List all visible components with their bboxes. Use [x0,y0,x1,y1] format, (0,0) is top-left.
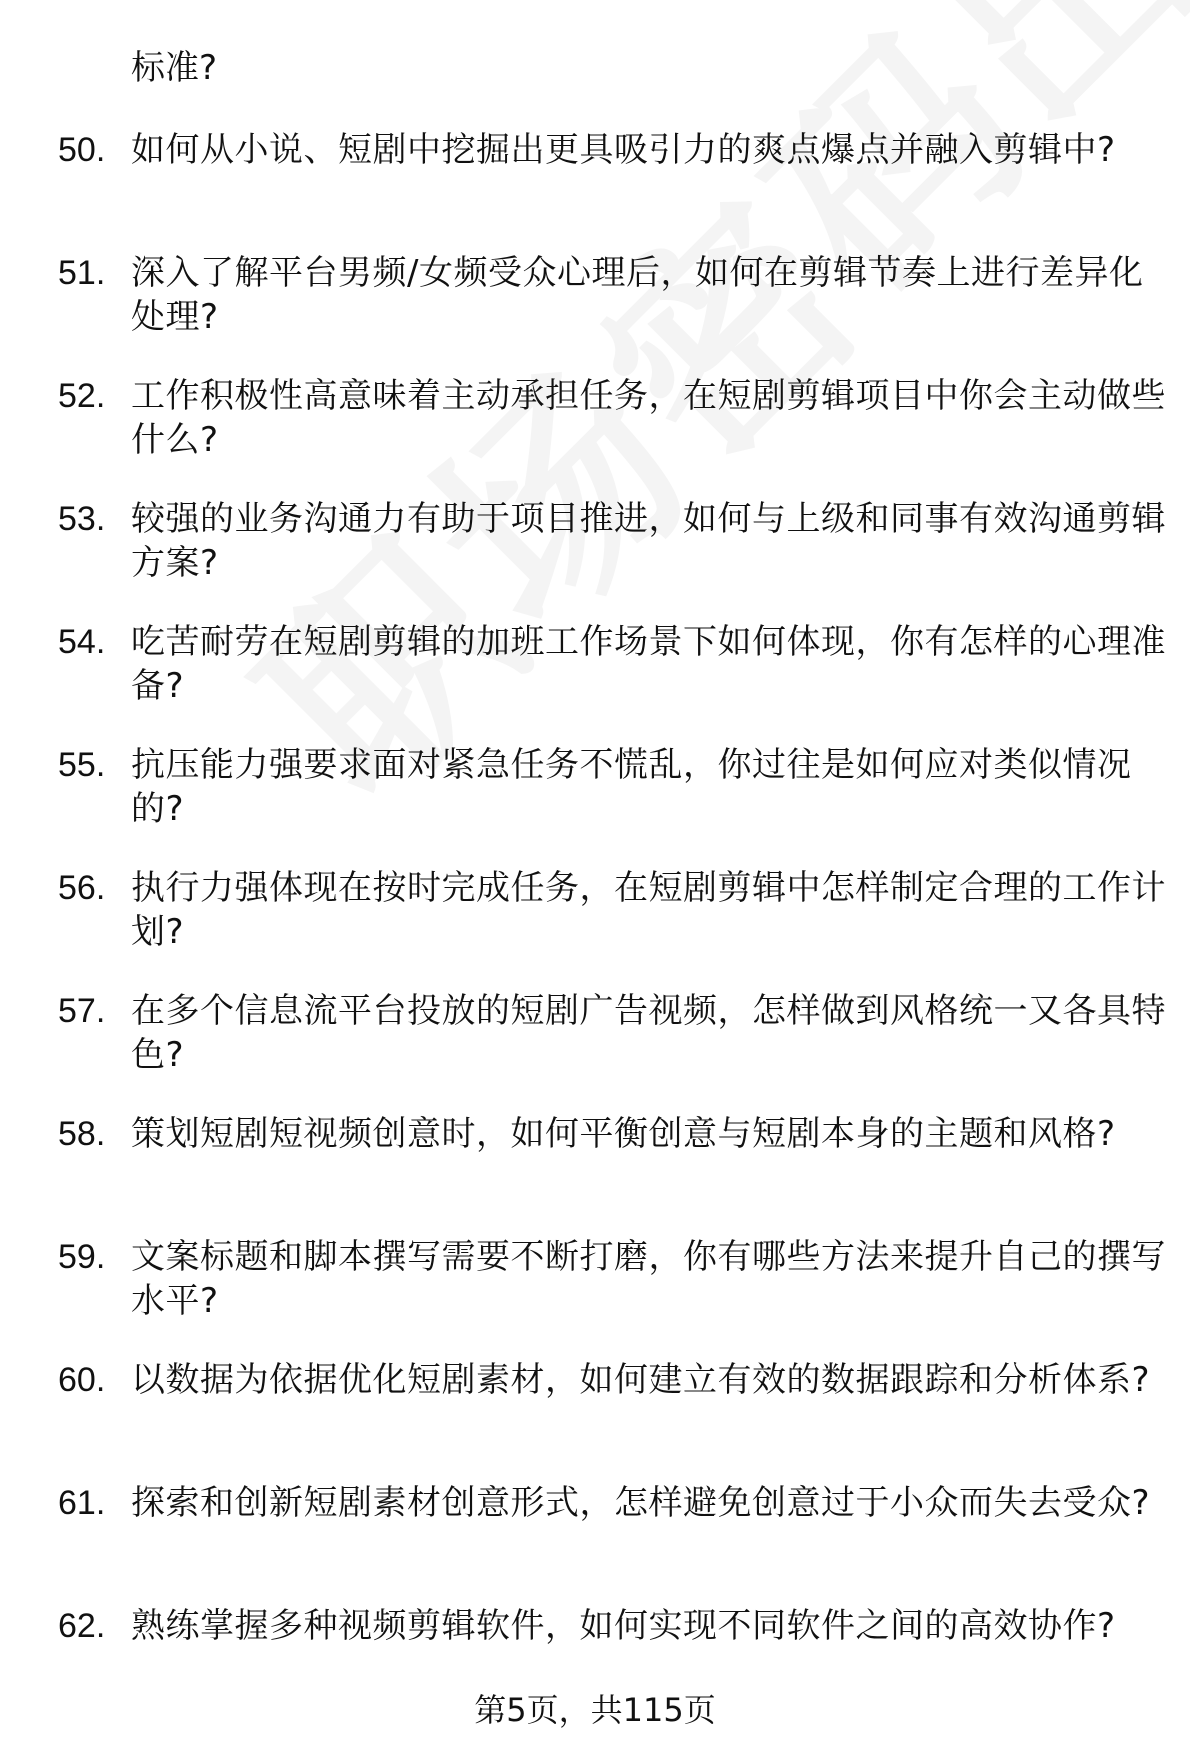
question-text: 执行力强体现在按时完成任务，在短剧剪辑中怎样制定合理的工作计划? [131,868,1166,952]
question-text: 抗压能力强要求面对紧急任务不慌乱，你过往是如何应对类似情况的? [131,745,1132,829]
question-number: 56. [58,869,106,907]
question-text: 工作积极性高意味着主动承担任务，在短剧剪辑项目中你会主动做些什么? [131,376,1166,460]
list-item [0,866,1190,989]
question-text: 在多个信息流平台投放的短剧广告视频，怎样做到风格统一又各具特色? [131,991,1166,1075]
question-text: 策划短剧短视频创意时，如何平衡创意与短剧本身的主题和风格? [131,1114,1116,1154]
question-text: 文案标题和脚本撰写需要不断打磨，你有哪些方法来提升自己的撰写水平? [131,1237,1166,1321]
list-item [0,128,1190,251]
list-item [0,1481,1190,1604]
question-number: 55. [58,746,106,784]
question-number: 62. [58,1607,106,1645]
question-number: 53. [58,500,106,538]
question-number: 51. [58,254,106,292]
question-number: 54. [58,623,106,661]
list-item [0,1235,1190,1358]
list-item [0,743,1190,866]
list-item [0,251,1190,374]
continued-text: 标准? [131,48,218,88]
question-number: 52. [58,377,106,415]
question-text: 探索和创新短剧素材创意形式，怎样避免创意过于小众而失去受众? [131,1483,1151,1523]
list-item [0,497,1190,620]
list-item [0,1358,1190,1481]
list-item [0,374,1190,497]
question-text: 深入了解平台男频/女频受众心理后，如何在剪辑节奏上进行差异化处理? [131,253,1144,337]
question-number: 58. [58,1115,106,1153]
question-text: 如何从小说、短剧中挖掘出更具吸引力的爽点爆点并融入剪辑中? [131,130,1116,170]
list-item [0,1112,1190,1235]
list-item [0,989,1190,1112]
question-list [0,128,1190,1727]
question-number: 61. [58,1484,106,1522]
question-number: 50. [58,131,106,169]
question-number: 59. [58,1238,106,1276]
list-item [0,620,1190,743]
question-text: 以数据为依据优化短剧素材，如何建立有效的数据跟踪和分析体系? [131,1360,1151,1400]
page-footer: 第5页，共115页 [474,1691,716,1729]
question-text: 熟练掌握多种视频剪辑软件，如何实现不同软件之间的高效协作? [131,1606,1116,1646]
question-number: 57. [58,992,106,1030]
question-number: 60. [58,1361,106,1399]
question-text: 吃苦耐劳在短剧剪辑的加班工作场景下如何体现，你有怎样的心理准备? [131,622,1166,706]
question-text: 较强的业务沟通力有助于项目推进，如何与上级和同事有效沟通剪辑方案? [131,499,1166,583]
